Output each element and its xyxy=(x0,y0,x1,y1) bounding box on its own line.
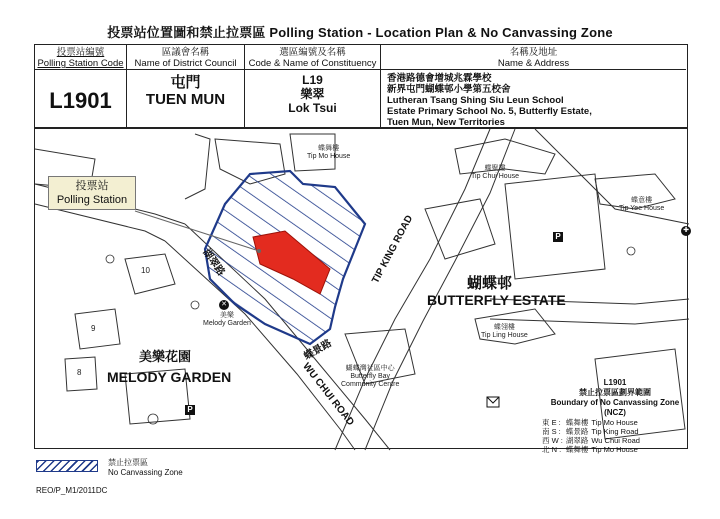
tip-yee-label: 蝶意樓 Tip Yee House xyxy=(619,197,665,212)
constituency-en: Lok Tsui xyxy=(288,101,337,115)
address-line: 新界屯門蝴蝶邨小學第五校舍 xyxy=(387,84,511,95)
station-code-label-zh: 投票站編號 xyxy=(56,47,105,58)
constituency-code: L19 xyxy=(302,73,323,87)
constituency-zh: 樂翠 xyxy=(300,87,325,101)
address-line: Estate Primary School No. 5, Butterfly Estate, xyxy=(387,106,592,117)
wu-chui-road-label: WU CHUI ROAD xyxy=(300,361,356,428)
ncz-code: L1901 xyxy=(603,378,627,387)
ncz-row: 西 W : 湖翠路 Wu Chui Road xyxy=(542,436,640,445)
ncz-boundary-table xyxy=(542,418,643,454)
transport-icon: ✕ xyxy=(219,300,229,310)
district-en: TUEN MUN xyxy=(145,91,226,108)
district-zh: 屯門 xyxy=(170,74,201,91)
parking-icon: P xyxy=(185,405,195,415)
page-title: 投票站位置圖和禁止拉票區 Polling Station - Location Plan & No Canvassing Zone xyxy=(107,25,613,40)
constituency-cell xyxy=(245,45,381,127)
road-label-zh: 湖翠路 xyxy=(200,247,227,279)
address-label-zh: 名稱及地址 xyxy=(509,47,558,58)
district-cell xyxy=(127,45,245,127)
constituency-label-en: Code & Name of Constituency xyxy=(248,58,377,69)
address-label-en: Name & Address xyxy=(497,58,570,69)
tip-mo-label: 蝶舞樓 Tip Mo House xyxy=(307,145,351,160)
tip-ling-label: 蝶翎樓 Tip Ling House xyxy=(481,324,528,339)
butterfly-estate-label-en: BUTTERFLY ESTATE xyxy=(427,292,566,308)
ncz-swatch xyxy=(36,460,98,472)
district-label-zh: 區議會名稱 xyxy=(161,47,210,58)
ncz-row: 南 S : 蝶景路 Tip King Road xyxy=(542,427,639,436)
melody-garden-small-label: 美樂 Melody Garden xyxy=(203,312,251,327)
facility-icon: ✚ xyxy=(681,226,691,236)
butterfly-estate-label-zh: 蝴蝶邨 xyxy=(467,275,513,292)
ncz-title-en: Boundary of No Canvassing Zone (NCZ) xyxy=(550,398,680,417)
station-code: L1901 xyxy=(49,88,112,113)
ncz-boundary-info xyxy=(540,378,690,454)
block-10-label: 10 xyxy=(141,266,150,275)
road-label-zh: 蝶景路 xyxy=(302,337,334,363)
legend-label-en: No Canvassing Zone xyxy=(108,468,183,477)
reference-code: REO/P_M1/2011DC xyxy=(36,486,108,495)
address xyxy=(381,70,686,131)
constituency-label-zh: 選區編號及名稱 xyxy=(279,47,346,58)
ncz-row: 北 N : 蝶舞樓 Tip Mo House xyxy=(542,445,638,454)
address-line: Tuen Mun, New Territories xyxy=(387,117,505,128)
ncz-title-zh: 禁止拉票區劃界範圍 xyxy=(579,388,651,397)
address-cell xyxy=(381,45,686,127)
station-code-label-en: Polling Station Code xyxy=(37,58,124,69)
info-header xyxy=(34,44,688,128)
polling-station-callout: 投票站 Polling Station xyxy=(48,176,136,210)
postbox xyxy=(487,397,499,407)
tip-king-road-label: TIP KING ROAD xyxy=(370,213,416,286)
parking-icon: P xyxy=(553,232,563,242)
address-line: Lutheran Tsang Shing Siu Leun School xyxy=(387,95,564,106)
community-centre-label: 蝴蝶灣社區中心 Butterfly Bay Community Centre xyxy=(341,365,400,388)
address-line: 香港路德會增城兆霖學校 xyxy=(387,73,492,84)
melody-garden-label-zh: 美樂花園 xyxy=(139,349,192,364)
block-8-label: 8 xyxy=(77,368,82,377)
district-label-en: Name of District Council xyxy=(134,58,237,69)
tip-chui-label: 蝶聚樓 Tip Chui House xyxy=(471,165,519,180)
melody-garden-label-en: MELODY GARDEN xyxy=(107,369,232,385)
block-9-label: 9 xyxy=(91,324,96,333)
legend-label-zh: 禁止拉票區 xyxy=(108,458,148,467)
ncz-row: 東 E : 蝶舞樓 Tip Mo House xyxy=(542,418,638,427)
station-code-cell xyxy=(35,45,127,127)
